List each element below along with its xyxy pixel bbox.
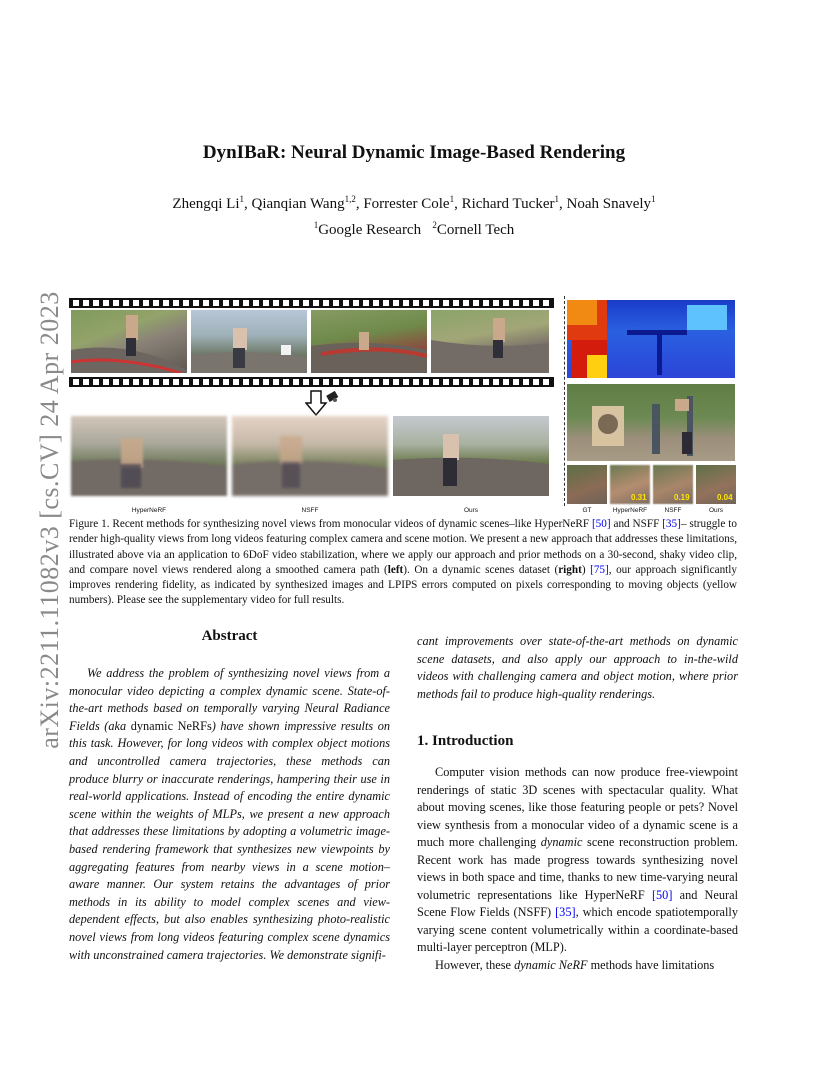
filmstrip-bottom bbox=[69, 377, 554, 387]
lpips-ours: 0.04 bbox=[717, 493, 733, 502]
paper-title: DynIBaR: Neural Dynamic Image-Based Rendering bbox=[202, 142, 626, 163]
label-hypernerf-right: HyperNeRF bbox=[612, 507, 648, 514]
intro-paragraph-2: However, these dynamic NeRF methods have limitations bbox=[435, 957, 715, 972]
author: Zhengqi Li$^1$, bbox=[172, 194, 252, 212]
label-ours-right: Ours bbox=[708, 507, 724, 514]
introduction-heading: 1. Introduction bbox=[417, 733, 514, 750]
label-hypernerf: HyperNeRF bbox=[131, 507, 167, 514]
author: Qianqian Wang$^{1,2}$, bbox=[251, 194, 364, 212]
result-ours bbox=[393, 416, 549, 496]
lpips-hypernerf: 0.31 bbox=[631, 493, 647, 502]
crop-gt bbox=[567, 465, 607, 504]
input-frame-2 bbox=[191, 310, 307, 373]
citation-link[interactable]: [35] bbox=[662, 518, 681, 530]
label-gt-right: GT bbox=[582, 507, 592, 514]
abstract-text: We address the problem of synthesizing novel views from a monocular video depicting a complex dynamic scene. State-of-the-art methods based on temporally varying Neural Radiance Fields (aka dynamic NeRFs) have shown impressive results on this task. However, for long videos with complex object motions and uncontrolled camera trajectories, these methods can produce blurry or inaccurate renderings, hampering their use in real-world applications. Instead of encoding the entire dynamic scene within the weights of MLPs, we present a new approach that addresses these limitations by adopting a volumetric image-based rendering framework that synthesizes new viewpoints by aggregating features from nearby views in a scene motion–aware manner. Our system retains the advantages of prior methods in its ability to model complex scenes and view-dependent effects, but also enables synthesizing photo-realistic novel views from long videos featuring complex scene dynamics with unconstrained camera trajectories. We demonstrate signifi- bbox=[69, 666, 390, 962]
affiliations bbox=[0, 222, 828, 239]
filmstrip-top bbox=[69, 298, 554, 308]
left-column bbox=[69, 628, 390, 964]
intro-paragraph-1: Computer vision methods can now produce free-viewpoint renderings of static 3D scenes with spectacular quality. What about moving scenes, like those featuring people or pets? Novel view synthesis from a monocular video of a dynamic scene is a much more challenging dynamic scene reconstruction problem. Recent work has made progress towards synthesizing novel views in both space and time, thanks to new time-varying neural volumetric representations like HyperNeRF [50] and Neural Scene Flow Fields (NSFF) [35], which encode spatiotemporally varying scene content volumetrically within a coordinate-based multi-layer perceptron (MLP). bbox=[417, 765, 739, 955]
abstract-continuation: cant improvements over state-of-the-art methods on dynamic scene datasets, and also apply our approach to in-the-wild videos with challenging camera and object motion, where prior methods fail to produce high-quality renderings. bbox=[417, 634, 738, 701]
playground-image bbox=[567, 384, 735, 461]
author: Forrester Cole$^1$, bbox=[363, 194, 462, 212]
result-hypernerf bbox=[71, 416, 227, 496]
figure-caption: Figure 1. Recent methods for synthesizing novel views from monocular videos of dynamic scenes–like HyperNeRF [50] and NSFF [35]– struggle to render high-quality views from long videos featuring complex camera and scene motion. We present a new approach that addresses these limitations, illustrated above via an application to 6DoF video stabilization, where we apply our approach and prior methods on a 30-second, shaky video clip, and compare novel views rendered along a smoothed camera path (left). On a dynamic scenes dataset (right) [75], our approach significantly improves rendering fidelity, as indicated by synthesized images and LPIPS errors computed on pixels corresponding to moving objects (yellow numbers). Please see the supplementary video for full results. bbox=[69, 518, 737, 607]
input-frame-3 bbox=[311, 310, 427, 373]
depth-map-image bbox=[567, 300, 735, 378]
affiliation: $^2$Cornell Tech bbox=[432, 220, 515, 238]
citation-link[interactable]: [75] bbox=[590, 563, 609, 576]
arxiv-identifier: arXiv:2211.11082v3 [cs.CV] 24 Apr 2023 bbox=[35, 291, 64, 749]
author-list bbox=[0, 196, 828, 213]
label-nsff-right: NSFF bbox=[664, 507, 682, 514]
result-nsff bbox=[232, 416, 388, 496]
author: Richard Tucker$^1$, bbox=[461, 194, 567, 212]
label-nsff: NSFF bbox=[301, 507, 319, 514]
right-column bbox=[417, 633, 738, 974]
author: Noah Snavely$^1$ bbox=[566, 194, 656, 212]
citation-link[interactable]: [50] bbox=[591, 518, 611, 530]
down-arrow-icon bbox=[305, 389, 345, 417]
citation-link[interactable]: [35] bbox=[555, 905, 576, 920]
input-frame-1 bbox=[71, 310, 187, 373]
figure-divider bbox=[564, 296, 565, 506]
abstract-heading: Abstract bbox=[201, 628, 258, 644]
input-frame-4 bbox=[431, 310, 549, 373]
teaser-figure bbox=[69, 296, 737, 512]
lpips-nsff: 0.19 bbox=[674, 493, 690, 502]
label-ours: Ours bbox=[463, 507, 479, 514]
affiliation: $^1$Google Research bbox=[313, 220, 422, 238]
citation-link[interactable]: [50] bbox=[651, 887, 673, 902]
